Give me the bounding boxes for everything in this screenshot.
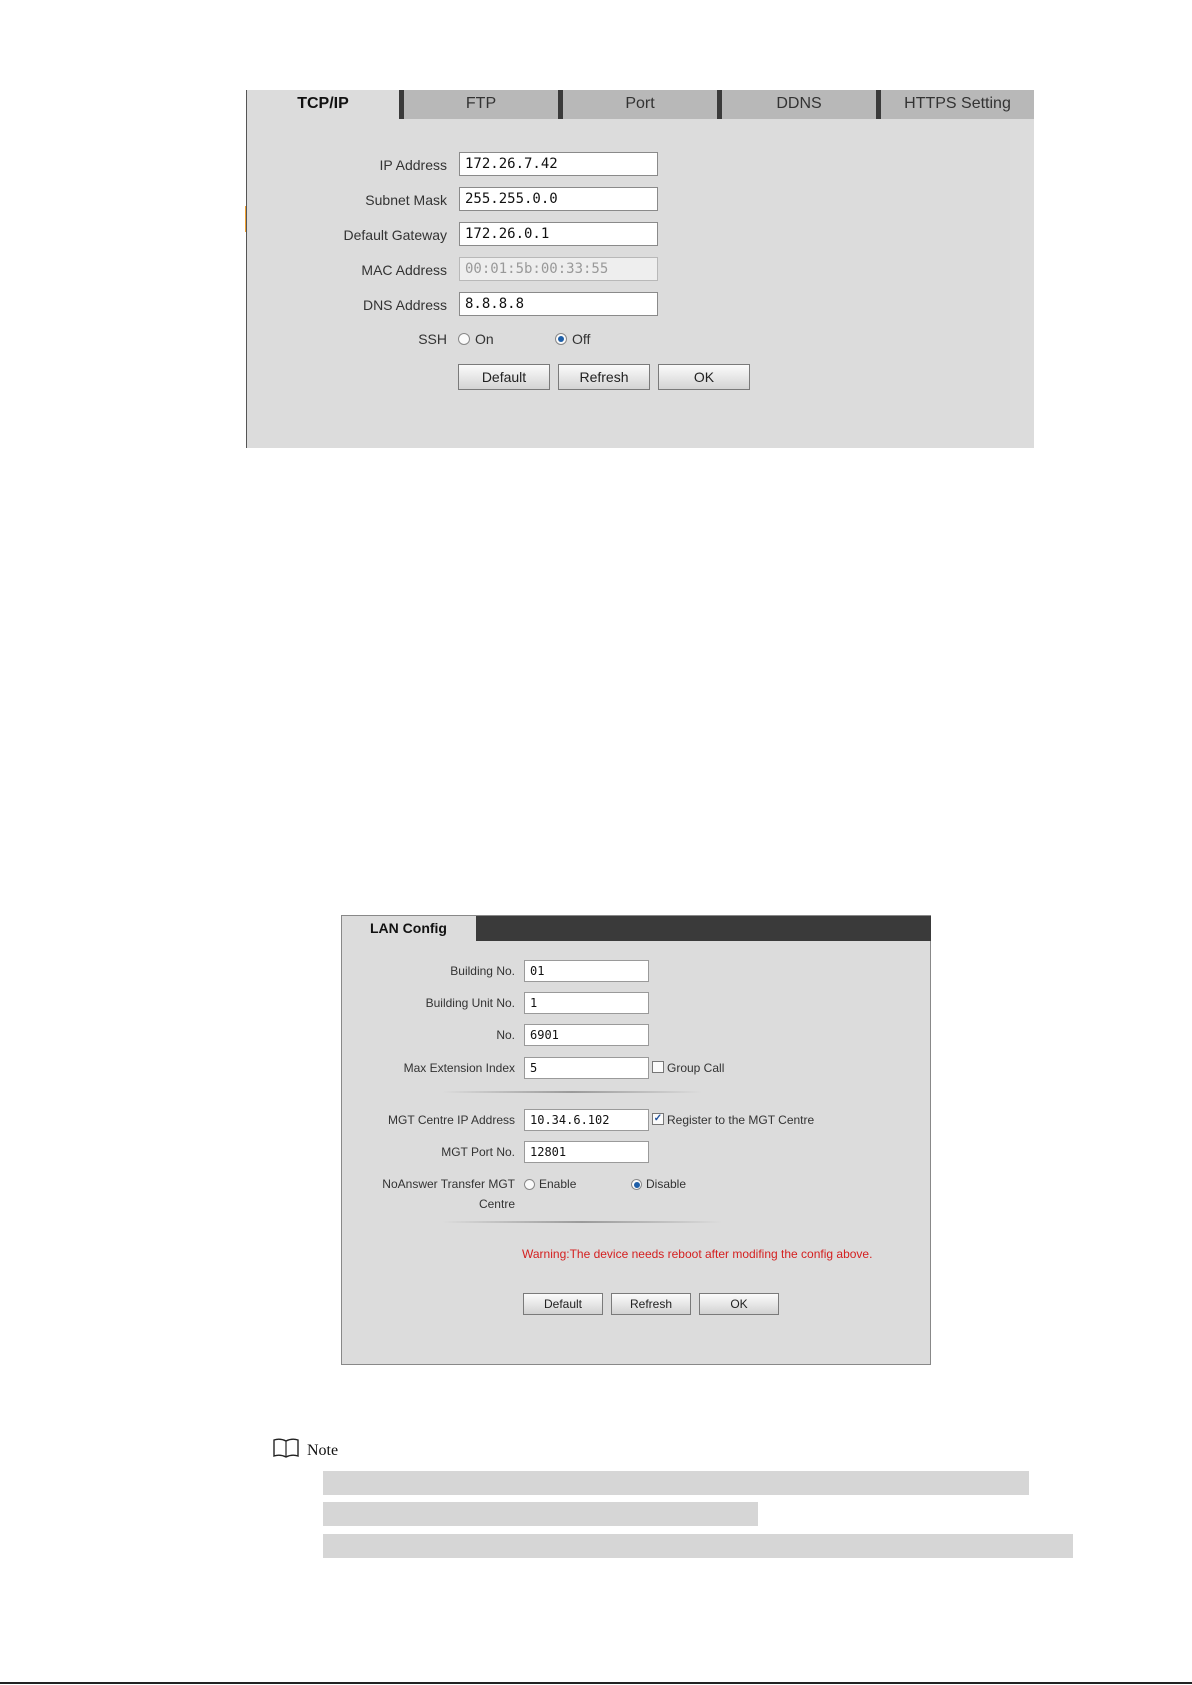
no-label: No.: [496, 1028, 515, 1042]
tab-ddns[interactable]: DDNS: [722, 90, 876, 119]
lan-default-button[interactable]: Default: [523, 1293, 603, 1315]
lan-ok-button[interactable]: OK: [699, 1293, 779, 1315]
building-no-input[interactable]: 01: [524, 960, 649, 982]
tab-lan-config[interactable]: LAN Config: [370, 920, 447, 936]
ok-button[interactable]: OK: [658, 364, 750, 390]
dns-address-label: DNS Address: [362, 297, 447, 313]
noanswer-enable-radio[interactable]: [524, 1179, 535, 1190]
noanswer-enable-label: Enable: [539, 1177, 577, 1191]
max-extension-index-label: Max Extension Index: [403, 1061, 515, 1075]
refresh-button[interactable]: Refresh: [558, 364, 650, 390]
section-divider: [442, 1091, 702, 1093]
group-call-checkbox[interactable]: [652, 1061, 664, 1073]
tab-bar: [247, 90, 1034, 119]
tab-https-setting[interactable]: HTTPS Setting: [881, 90, 1034, 119]
mac-address-label: MAC Address: [361, 262, 447, 278]
register-mgt-label: Register to the MGT Centre: [667, 1113, 815, 1127]
tab-tcpip[interactable]: TCP/IP: [247, 90, 399, 119]
building-unit-no-input[interactable]: 1: [524, 992, 649, 1014]
ssh-on-label: On: [475, 331, 494, 347]
building-no-label: Building No.: [450, 964, 515, 978]
ssh-on-radio[interactable]: [458, 333, 470, 345]
ssh-off-radio[interactable]: [555, 333, 567, 345]
mgt-centre-ip-input[interactable]: 10.34.6.102: [524, 1109, 649, 1131]
noanswer-transfer-label: NoAnswer Transfer MGT: [382, 1177, 515, 1191]
dns-address-input[interactable]: 8.8.8.8: [459, 292, 658, 316]
ssh-label: SSH: [418, 331, 447, 347]
default-button[interactable]: Default: [458, 364, 550, 390]
default-gateway-input[interactable]: 172.26.0.1: [459, 222, 658, 246]
lan-refresh-button[interactable]: Refresh: [611, 1293, 691, 1315]
lan-config-panel: [341, 915, 931, 1365]
section-divider: [442, 1221, 722, 1223]
tab-ftp[interactable]: FTP: [404, 90, 558, 119]
ip-address-input[interactable]: 172.26.7.42: [459, 152, 658, 176]
group-call-label: Group Call: [667, 1061, 725, 1075]
subnet-mask-input[interactable]: 255.255.0.0: [459, 187, 658, 211]
subnet-mask-label: Subnet Mask: [365, 192, 447, 208]
redacted-text-line: [323, 1502, 758, 1526]
mgt-port-no-label: MGT Port No.: [441, 1145, 515, 1159]
mgt-centre-ip-label: MGT Centre IP Address: [388, 1113, 515, 1127]
no-input[interactable]: 6901: [524, 1024, 649, 1046]
tab-bar-filler: [476, 916, 931, 941]
noanswer-transfer-label-line2: Centre: [478, 1197, 515, 1211]
ip-address-label: IP Address: [379, 157, 447, 173]
max-extension-index-input[interactable]: 5: [524, 1057, 649, 1079]
register-mgt-checkbox[interactable]: ✓: [653, 1113, 663, 1124]
page-bottom-rule: [0, 1682, 1192, 1684]
noanswer-disable-radio[interactable]: [631, 1179, 642, 1190]
mgt-port-no-input[interactable]: 12801: [524, 1141, 649, 1163]
building-unit-no-label: Building Unit No.: [425, 996, 515, 1010]
ssh-off-label: Off: [572, 331, 591, 347]
book-icon: [272, 1437, 300, 1459]
note-label: Note: [307, 1442, 339, 1459]
redacted-text-line: [323, 1534, 1073, 1558]
noanswer-disable-label: Disable: [646, 1177, 687, 1191]
mac-address-input: 00:01:5b:00:33:55: [459, 257, 658, 281]
tcpip-settings-panel: [246, 90, 1034, 448]
default-gateway-label: Default Gateway: [343, 227, 447, 243]
redacted-text-line: [323, 1471, 1029, 1495]
tab-port[interactable]: Port: [563, 90, 717, 119]
reboot-warning: Warning:The device needs reboot after modifing the config above.: [522, 1247, 873, 1261]
